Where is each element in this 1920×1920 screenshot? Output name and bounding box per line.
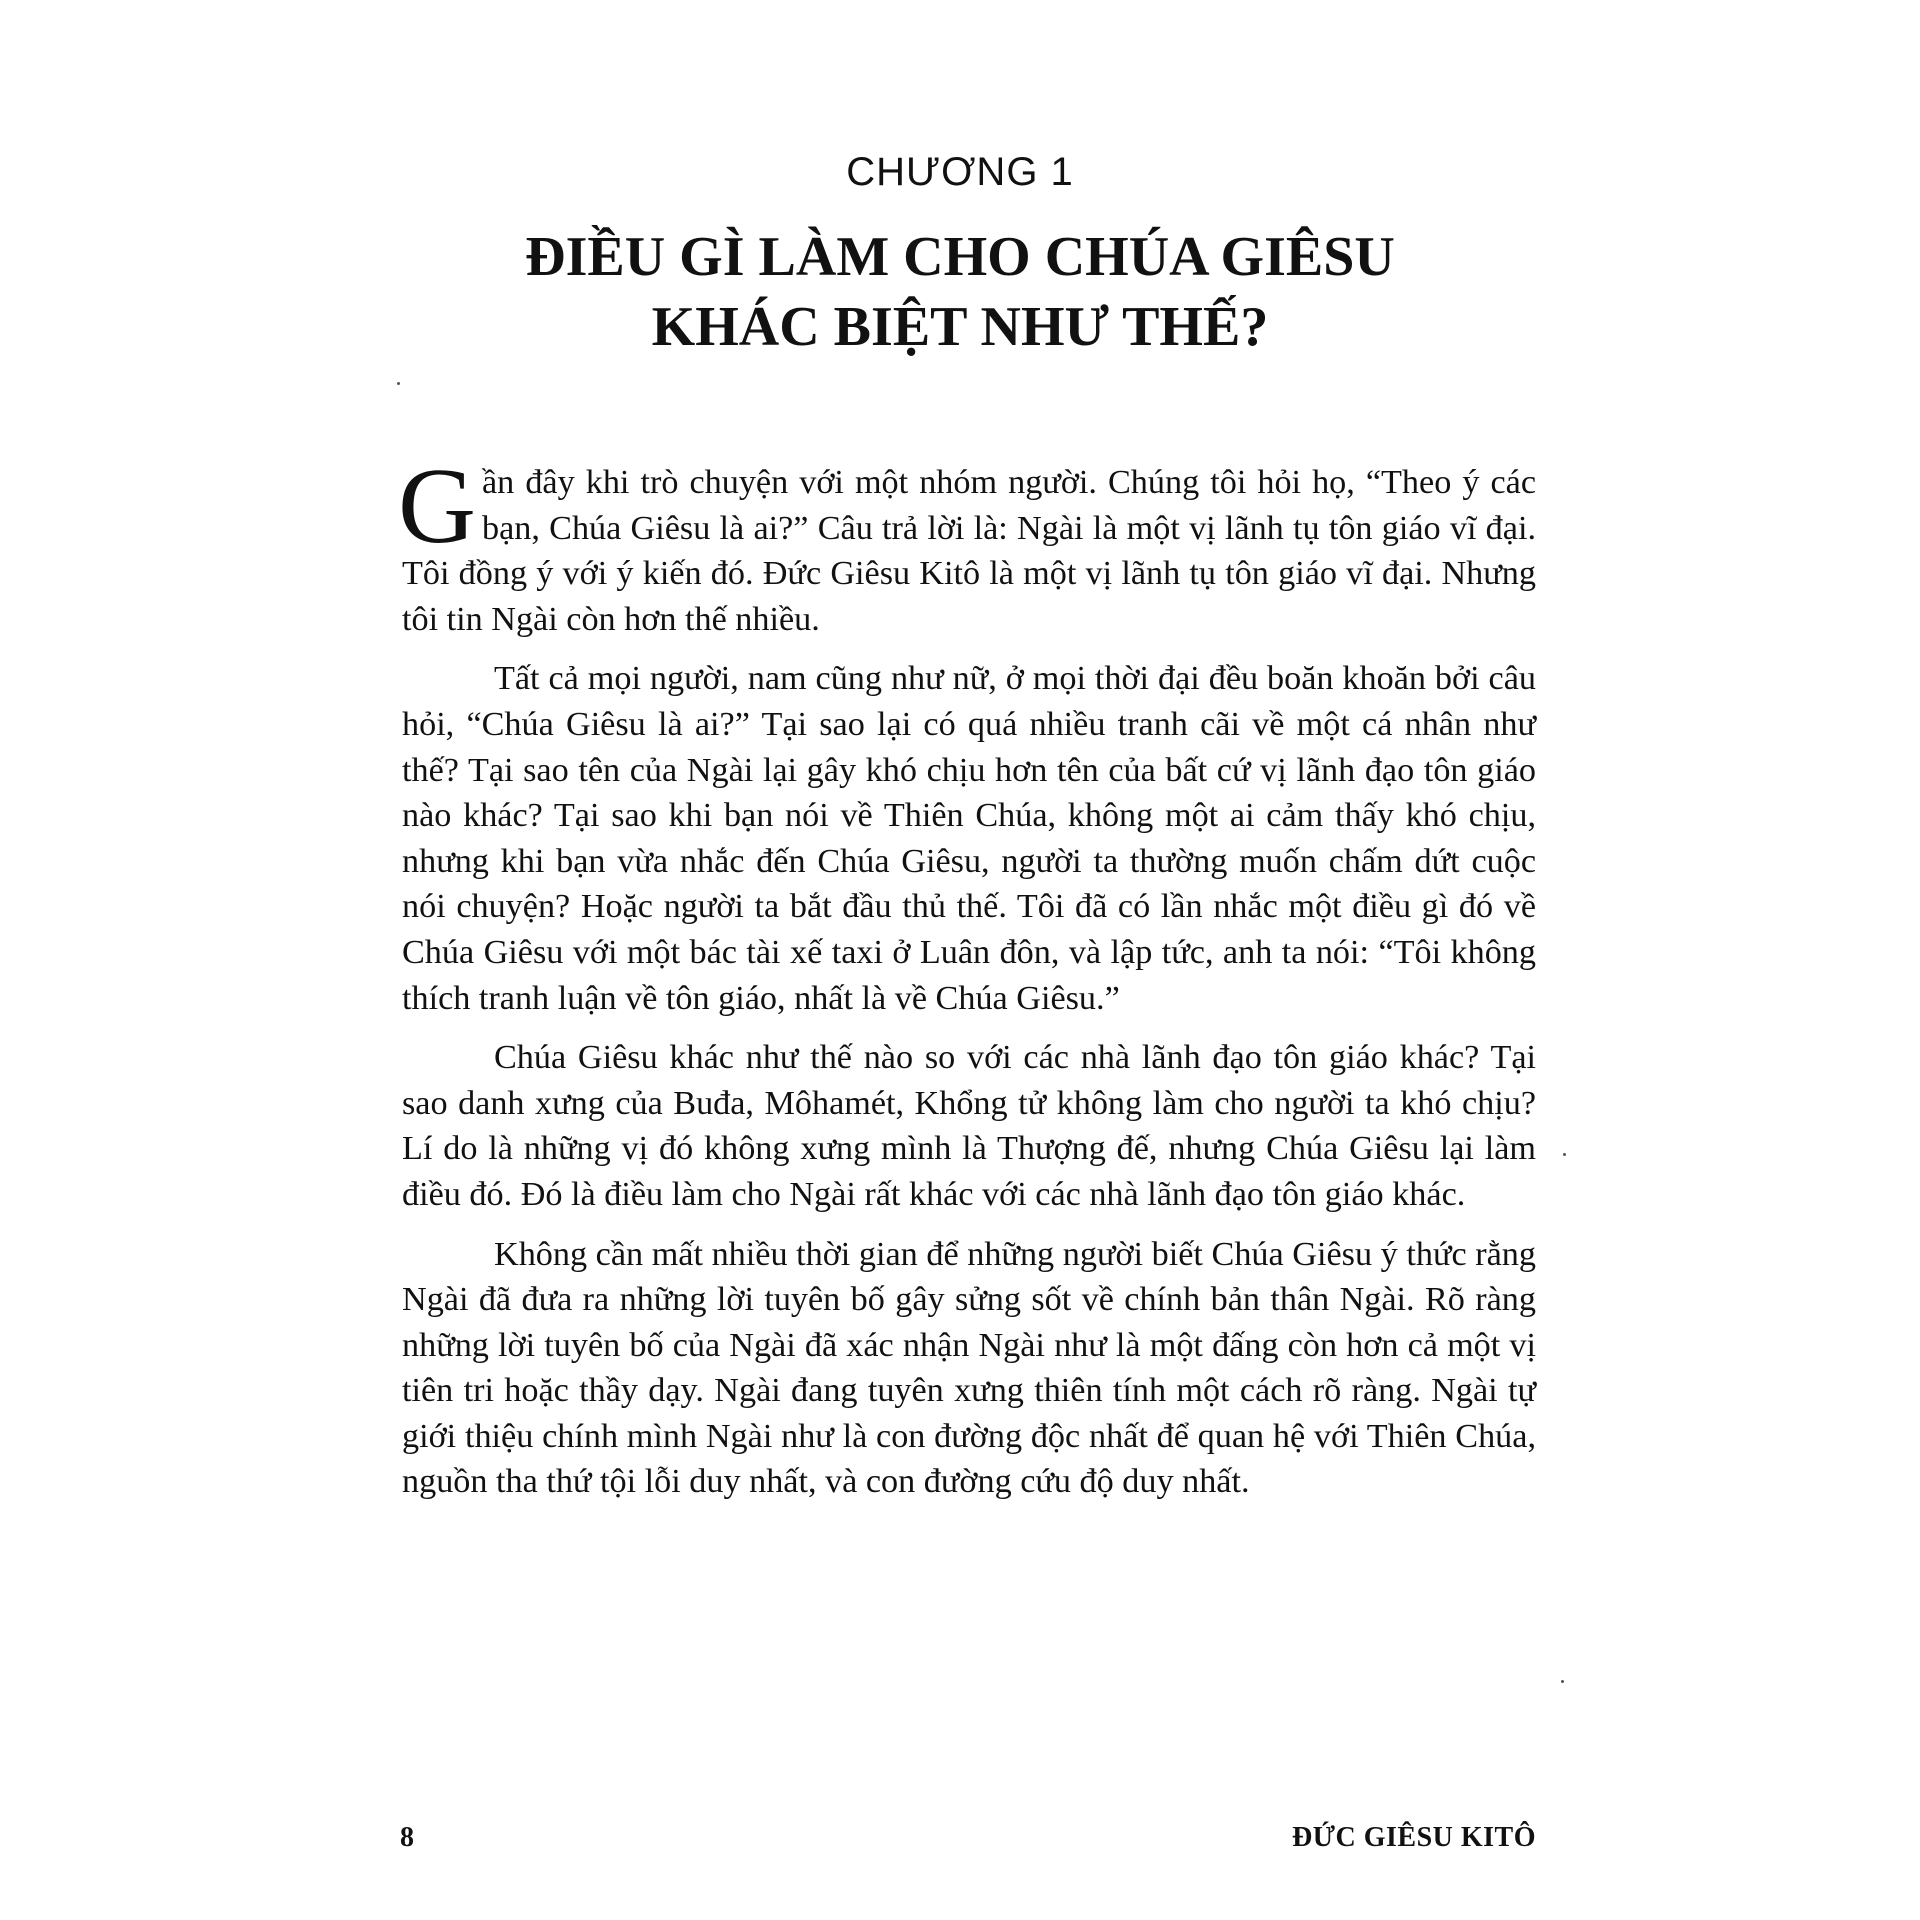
scan-speck (1561, 1680, 1564, 1683)
chapter-label: CHƯƠNG 1 (846, 150, 1074, 194)
paragraph-3: Chúa Giêsu khác như thế nào so với các nhà lãnh đạo tôn giáo khác? Tại sao danh xưng của Buđa, Môhamét, Khổng tử không làm cho người ta khó chịu? Lí do là những vị đó không xưng mình là Thượng đế, nhưng Chúa Giêsu lại làm điều đó. Đó là điều làm cho Ngài rất khác với các nhà lãnh đạo tôn giáo khác. (402, 1039, 1536, 1213)
drop-cap: G (398, 447, 476, 566)
scan-speck (397, 382, 400, 385)
scan-speck (1563, 1153, 1566, 1156)
chapter-title-line-1: ĐIỀU GÌ LÀM CHO CHÚA GIÊSU (525, 226, 1395, 288)
chapter-title-line-2: KHÁC BIỆT NHƯ THẾ? (651, 296, 1269, 358)
body-text (398, 447, 1536, 1519)
page-number: 8 (400, 1822, 414, 1853)
paragraph-1 (398, 447, 1536, 642)
chapter-title (0, 222, 1920, 362)
paragraph-2: Tất cả mọi người, nam cũng như nữ, ở mọi thời đại đều boăn khoăn bởi câu hỏi, “Chúa Giêsu là ai?” Tại sao lại có quá nhiều tranh cãi về một cá nhân như thế? Tại sao tên của Ngài lại gây khó chịu hơn tên của bất cứ vị lãnh đạo tôn giáo nào khác? Tại sao khi bạn nói về Thiên Chúa, không một ai cảm thấy khó chịu, nhưng khi bạn vừa nhắc đến Chúa Giêsu, người ta thường muốn chấm dứt cuộc nói chuyện? Hoặc người ta bắt đầu thủ thế. Tôi đã có lần nhắc một điều gì đó về Chúa Giêsu với một bác tài xế taxi ở Luân đôn, và lập tức, anh ta nói: “Tôi không thích tranh luận về tôn giáo, nhất là về Chúa Giêsu.” (402, 660, 1536, 1017)
running-title: ĐỨC GIÊSU KITÔ (1291, 1822, 1536, 1853)
paragraph-1-text: ần đây khi trò chuyện với một nhóm người. Chúng tôi hỏi họ, “Theo ý các bạn, Chúa Giêsu là ai?” Câu trả lời là: Ngài là một vị lãnh tụ tôn giáo vĩ đại. Tôi đồng ý với ý kiến đó. Đức Giêsu Kitô là một vị lãnh tụ tôn giáo vĩ đại. Nhưng tôi tin Ngài còn hơn thế nhiều. (402, 464, 1536, 638)
paragraph-4: Không cần mất nhiều thời gian để những người biết Chúa Giêsu ý thức rằng Ngài đã đưa ra những lời tuyên bố gây sửng sốt về chính bản thân Ngài. Rõ ràng những lời tuyên bố của Ngài đã xác nhận Ngài như là một đấng còn hơn cả một vị tiên tri hoặc thầy dạy. Ngài đang tuyên xưng thiên tính một cách rõ ràng. Ngài tự giới thiệu chính mình Ngài như là con đường độc nhất để quan hệ với Thiên Chúa, nguồn tha thứ tội lỗi duy nhất, và con đường cứu độ duy nhất. (402, 1235, 1536, 1501)
